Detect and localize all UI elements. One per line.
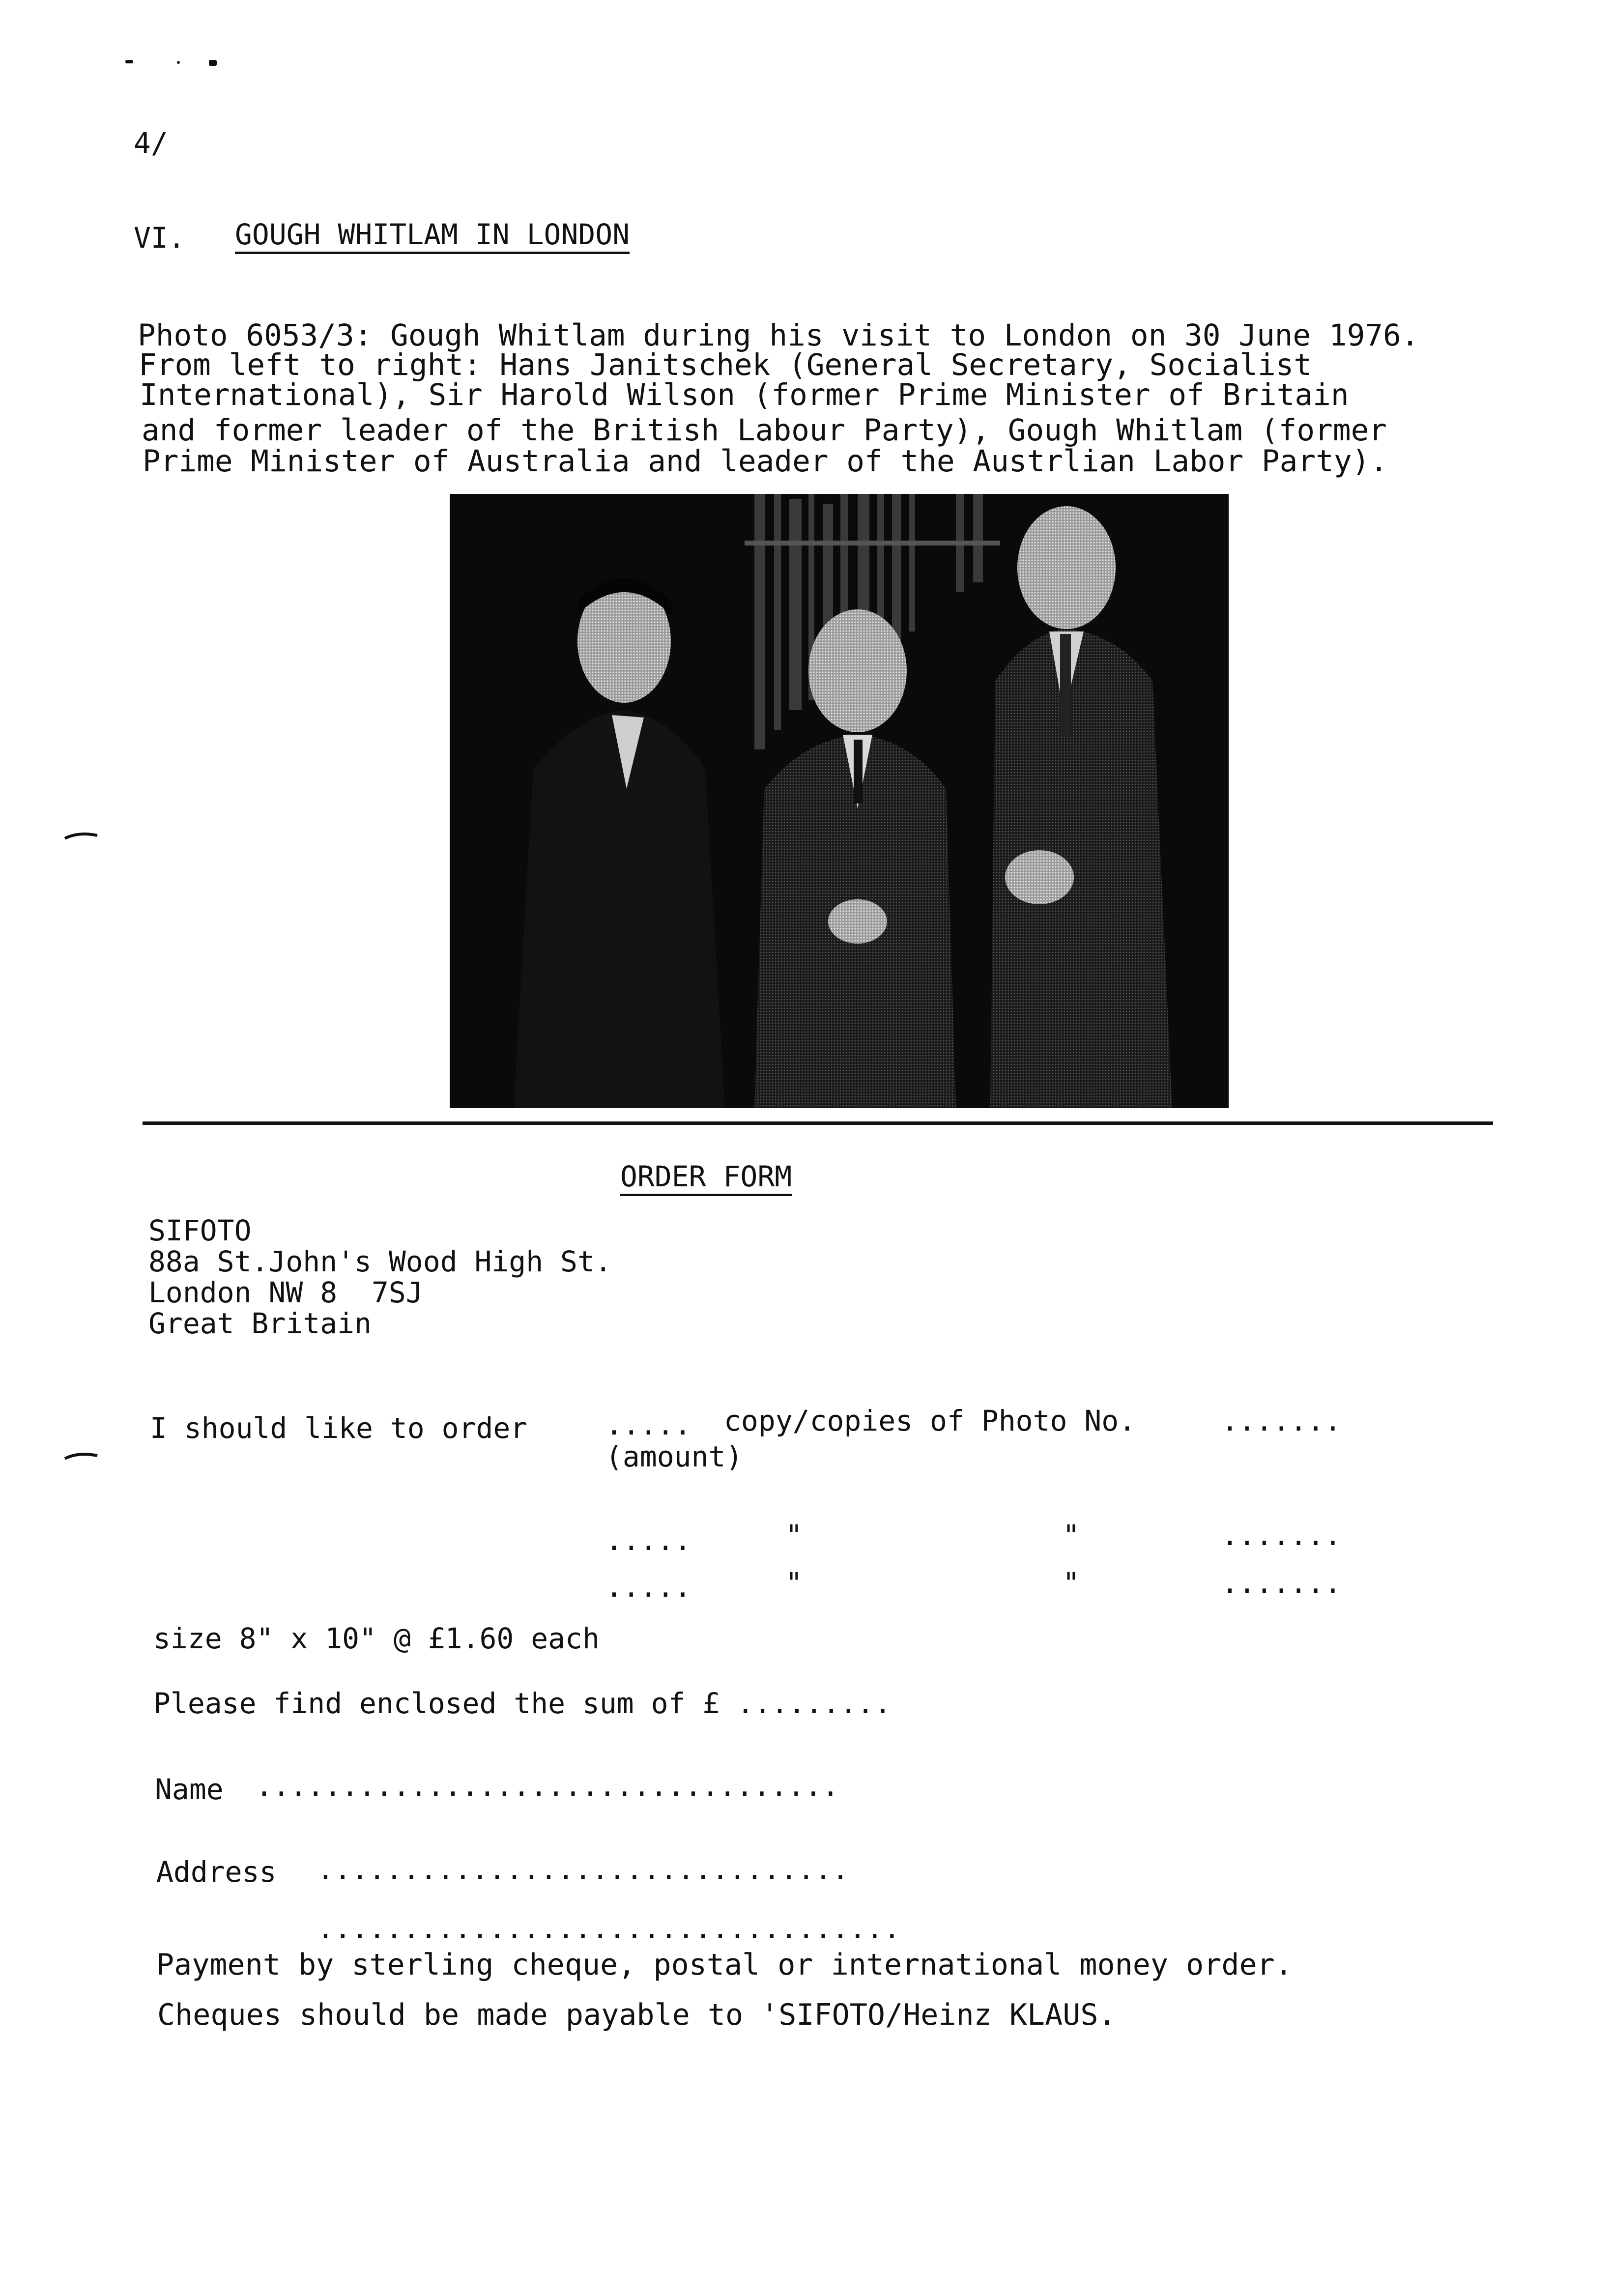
photo-no-dots-1[interactable]: ....... (1221, 1404, 1342, 1437)
amount-dots-1[interactable]: ..... (605, 1408, 691, 1441)
payment-line: Payment by sterling cheque, postal or international money order. (156, 1948, 1293, 1982)
amount-dots-2[interactable]: ..... (605, 1523, 691, 1557)
photo-no-dots-2[interactable]: ....... (1221, 1519, 1342, 1552)
ditto-mark-4: " (1063, 1566, 1080, 1600)
amount-dots-3[interactable]: ..... (605, 1570, 691, 1604)
photo-no-dots-3[interactable]: ....... (1221, 1566, 1342, 1600)
address-label: Address (156, 1855, 277, 1889)
address-field-dots-2[interactable]: .................................. (317, 1912, 901, 1945)
order-line-prefix: I should like to order (150, 1411, 528, 1445)
cheques-line: Cheques should be made payable to 'SIFOTO/Heinz KLAUS. (157, 1998, 1116, 2032)
caption-line-3: International), Sir Harold Wilson (former Prime Minister of Britain (140, 377, 1349, 412)
left-margin-mark-1 (64, 831, 98, 840)
address-line-4: Great Britain (148, 1307, 372, 1340)
sum-line[interactable]: Please find enclosed the sum of £ ......... (153, 1687, 892, 1720)
ditto-mark-2: " (1063, 1519, 1080, 1552)
caption-line-4: and former leader of the British Labour Party), Gough Whitlam (former (142, 413, 1387, 448)
caption-line-2: From left to right: Hans Janitschek (General Secretary, Socialist (139, 347, 1312, 382)
ditto-mark-3: " (785, 1566, 803, 1600)
address-line-2: 88a St.John's Wood High St. (148, 1245, 612, 1278)
ditto-mark-1: " (785, 1519, 803, 1552)
size-line: size 8" x 10" @ £1.60 each (153, 1622, 600, 1655)
group-photograph (450, 494, 1229, 1108)
order-form-title: ORDER FORM (620, 1162, 792, 1196)
address-line-3: London NW 8 7SJ (148, 1276, 423, 1309)
name-label: Name (155, 1773, 224, 1806)
top-scan-marks (125, 58, 224, 68)
section-title: GOUGH WHITLAM IN LONDON (235, 220, 630, 254)
section-number: VI. (134, 221, 185, 255)
caption-line-5: Prime Minister of Australia and leader of the Austrlian Labor Party). (143, 444, 1388, 479)
address-field-dots[interactable]: ............................... (317, 1853, 849, 1886)
order-line-middle: copy/copies of Photo No. (724, 1404, 1136, 1437)
amount-label: (amount) (605, 1440, 743, 1473)
page-number: 4/ (134, 126, 168, 160)
address-line-1: SIFOTO (148, 1214, 252, 1247)
caption-line-1: Photo 6053/3: Gough Whitlam during his visit to London on 30 June 1976. (138, 318, 1419, 353)
left-margin-mark-2 (64, 1451, 98, 1461)
section-divider (143, 1121, 1493, 1125)
name-field-dots[interactable]: .................................. (256, 1769, 839, 1803)
